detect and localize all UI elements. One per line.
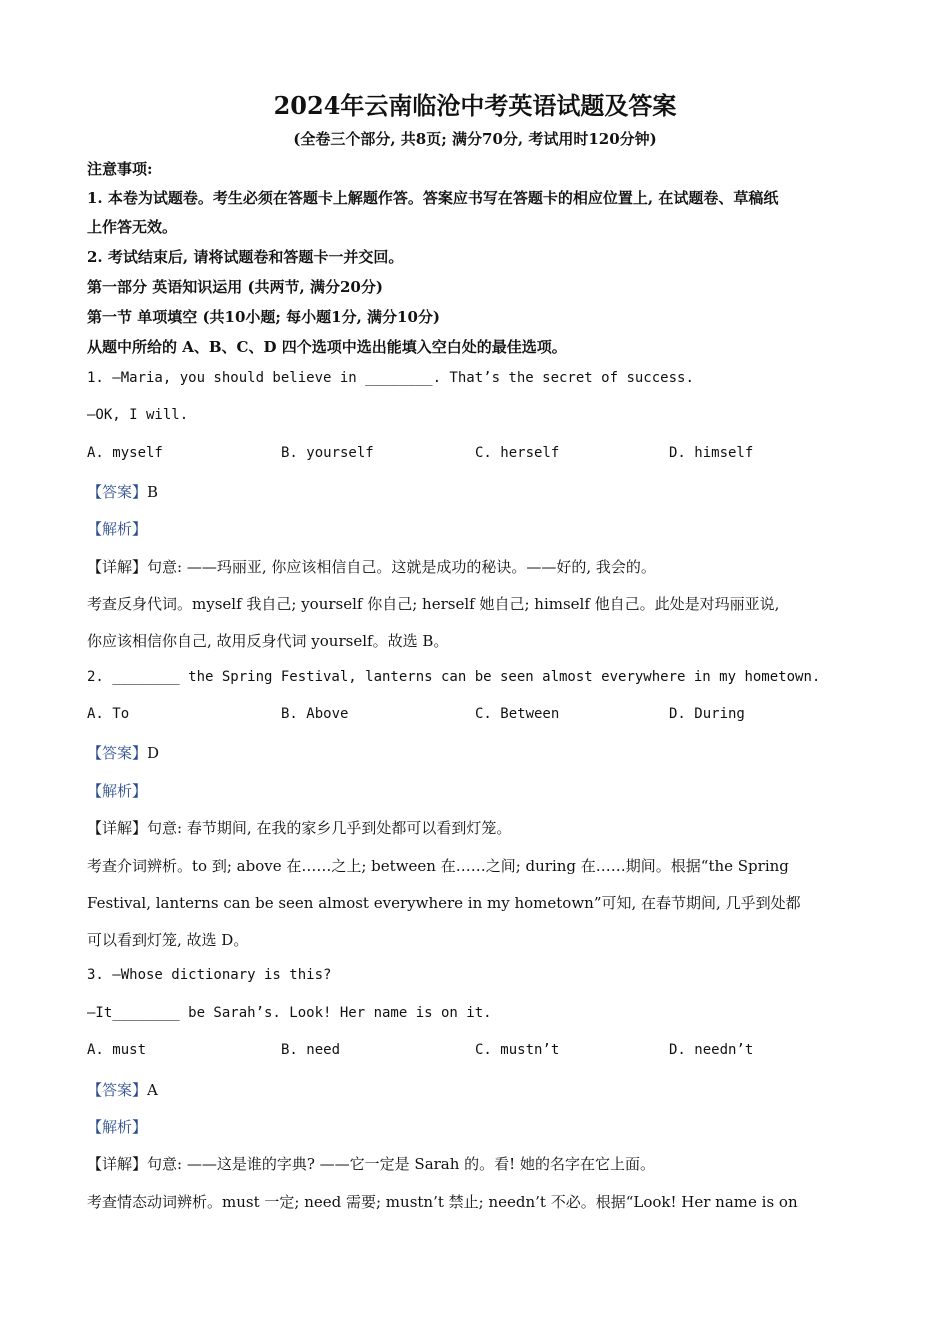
- notice-item-1: 1. 本卷为试题卷。考生必须在答题卡上解题作答。答案应书写在答题卡的相应位置上, 在试题卷、草稿纸: [87, 189, 779, 207]
- question-2-option-a: A. To: [87, 706, 130, 722]
- question-1-detail: [87, 556, 656, 577]
- question-3-option-c: C. mustn’t: [475, 1042, 560, 1058]
- detail-tag: 【详解】: [87, 558, 148, 576]
- question-1-option-b: B. yourself: [281, 445, 374, 461]
- instruction: 从题中所给的 A、B、C、D 四个选项中选出能填入空白处的最佳选项。: [87, 338, 567, 356]
- question-1-option-a: A. myself: [87, 445, 163, 461]
- question-1-explain-line-1: 考查反身代词。myself 我自己; yourself 你自己; herself 她自己; himself 他自己。此处是对玛丽亚说,: [87, 595, 780, 613]
- answer-value: D: [147, 744, 160, 762]
- detail-tag: 【详解】: [87, 1155, 148, 1173]
- section-heading: 第一节 单项填空 (共10小题; 每小题1分, 满分10分): [87, 308, 441, 326]
- question-3-reply: —It________ be Sarah’s. Look! Her name is on it.: [87, 1005, 492, 1021]
- question-1-analysis-tag: 【解析】: [87, 520, 148, 538]
- question-3-option-a: A. must: [87, 1042, 147, 1058]
- part-heading: 第一部分 英语知识运用 (共两节, 满分20分): [87, 278, 383, 296]
- question-3-analysis-tag: 【解析】: [87, 1118, 148, 1136]
- question-1-reply: —OK, I will.: [87, 407, 189, 423]
- notice-heading: 注意事项:: [87, 160, 153, 178]
- question-2-answer: [87, 742, 159, 763]
- question-2-detail: [87, 817, 511, 838]
- notice-item-1-cont: 上作答无效。: [87, 218, 178, 236]
- question-3-explain-line-1: 考查情态动词辨析。must 一定; need 需要; mustn’t 禁止; needn’t 不必。根据“Look! Her name is on: [87, 1193, 798, 1211]
- question-1-explain-line-2: 你应该相信你自己, 故用反身代词 yourself。故选 B。: [87, 632, 449, 650]
- question-3-stem: 3. —Whose dictionary is this?: [87, 967, 332, 983]
- question-2-explain-line-2: Festival, lanterns can be seen almost everywhere in my hometown”可知, 在春节期间, 几乎到处都: [87, 894, 801, 912]
- question-1-option-c: C. herself: [475, 445, 560, 461]
- question-3-detail: [87, 1153, 655, 1174]
- page-title: 2024年云南临沧中考英语试题及答案: [273, 91, 677, 120]
- question-1-option-d: D. himself: [669, 445, 754, 461]
- answer-tag: 【答案】: [87, 744, 148, 762]
- answer-value: B: [147, 483, 159, 501]
- detail-text: 句意: ——这是谁的字典? ——它一定是 Sarah 的。看! 她的名字在它上面。: [147, 1155, 655, 1173]
- detail-text: 句意: ——玛丽亚, 你应该相信自己。这就是成功的秘诀。——好的, 我会的。: [147, 558, 656, 576]
- question-2-stem: 2. ________ the Spring Festival, lanterns can be seen almost everywhere in my hometown.: [87, 669, 821, 685]
- question-2-option-c: C. Between: [475, 706, 560, 722]
- page-subtitle: (全卷三个部分, 共8页; 满分70分, 考试用时120分钟): [293, 130, 657, 148]
- question-2-analysis-tag: 【解析】: [87, 782, 148, 800]
- question-1-stem: 1. —Maria, you should believe in ________. That’s the secret of success.: [87, 370, 694, 386]
- answer-value: A: [147, 1081, 158, 1099]
- question-2-explain-line-1: 考查介词辨析。to 到; above 在……之上; between 在……之间; during 在……期间。根据“the Spring: [87, 857, 789, 875]
- answer-tag: 【答案】: [87, 1081, 148, 1099]
- question-2-option-b: B. Above: [281, 706, 349, 722]
- question-2-option-d: D. During: [669, 706, 745, 722]
- question-2-explain-line-3: 可以看到灯笼, 故选 D。: [87, 931, 249, 949]
- detail-tag: 【详解】: [87, 819, 148, 837]
- question-1-answer: [87, 481, 158, 502]
- answer-tag: 【答案】: [87, 483, 148, 501]
- detail-text: 句意: 春节期间, 在我的家乡几乎到处都可以看到灯笼。: [147, 819, 512, 837]
- question-3-answer: [87, 1079, 158, 1100]
- question-3-option-d: D. needn’t: [669, 1042, 754, 1058]
- notice-item-2: 2. 考试结束后, 请将试题卷和答题卡一并交回。: [87, 248, 404, 266]
- question-3-option-b: B. need: [281, 1042, 341, 1058]
